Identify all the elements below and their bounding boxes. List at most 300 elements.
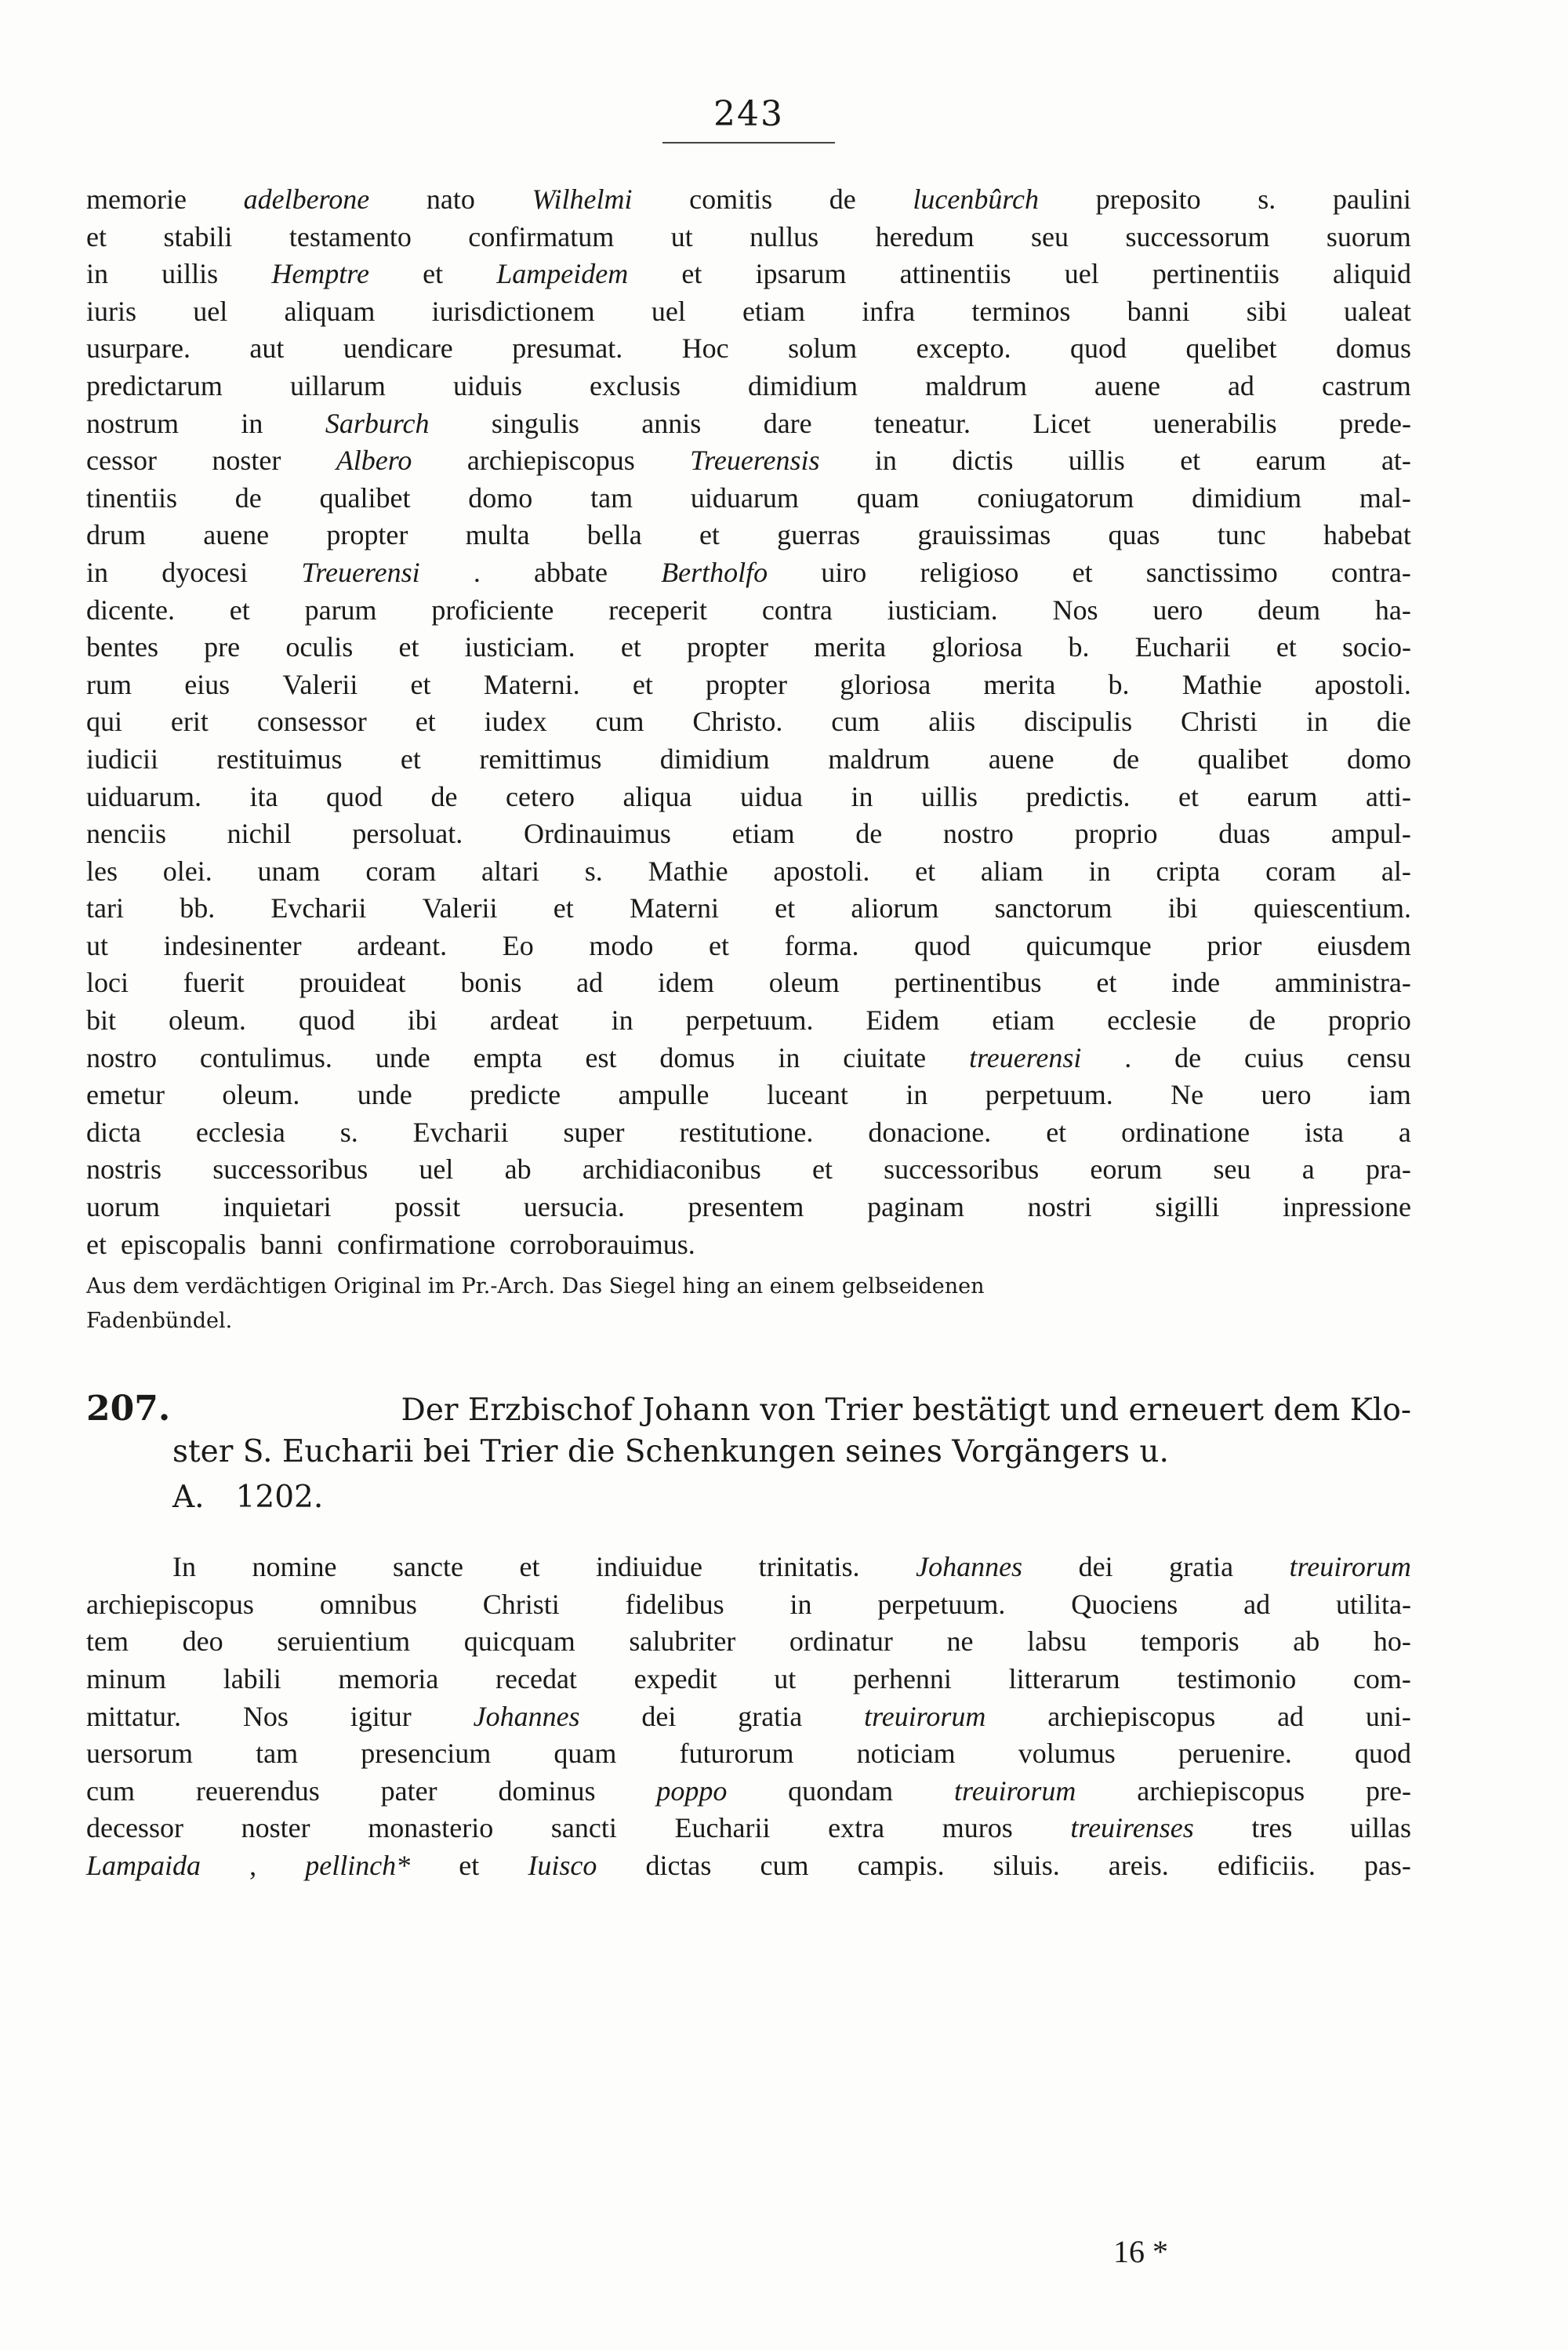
word: ualeat (1344, 295, 1411, 327)
word: ordinatione (1121, 1116, 1250, 1148)
word: in (851, 780, 873, 812)
word: et (519, 1551, 540, 1583)
word: perhenni (852, 1663, 952, 1694)
word: inpressione (1283, 1191, 1411, 1223)
word: dictas (645, 1849, 712, 1881)
source-note (86, 1269, 1411, 1338)
word: uel (419, 1153, 454, 1186)
word: eius (184, 668, 230, 700)
word: Evcharii (270, 892, 367, 924)
word: eiusdem (1316, 929, 1411, 961)
text-line (86, 743, 1411, 780)
word: deum (1258, 594, 1321, 626)
word: quicquam (463, 1625, 575, 1658)
word: aliquam (284, 295, 376, 327)
word: terminos (971, 295, 1071, 327)
word: ab (1293, 1625, 1320, 1658)
word: unde (357, 1079, 412, 1111)
word: cetero (506, 780, 575, 812)
word: attinentiis (899, 258, 1011, 290)
word: pra- (1365, 1153, 1411, 1186)
word: die (1376, 706, 1411, 738)
word: et (410, 668, 431, 700)
word: uillarum (289, 369, 386, 401)
word: quod (298, 1004, 355, 1037)
word: memorie (86, 183, 187, 215)
word: luceant (766, 1079, 848, 1111)
word: archiepiscopus (1137, 1774, 1305, 1807)
italic-word: Sarburch (325, 407, 430, 439)
word: omnibus (319, 1588, 417, 1620)
word: at- (1381, 445, 1411, 477)
text-line (86, 1190, 1411, 1228)
italic-word: treuirorum (954, 1774, 1076, 1807)
word: al- (1381, 855, 1411, 887)
word: b. (1068, 631, 1090, 663)
word: Mathie (1181, 668, 1262, 700)
word: ad (1227, 369, 1254, 401)
word: propter (687, 631, 768, 663)
word: predictarum (86, 369, 223, 401)
text-line (86, 630, 1411, 668)
word: et (1072, 556, 1093, 588)
word: stabili (163, 220, 233, 252)
text-line (86, 1774, 1411, 1812)
word: et (811, 1153, 833, 1186)
word: iuris (86, 295, 137, 327)
word: perpetuum. (985, 1079, 1113, 1111)
word: unam (257, 855, 321, 887)
word: labili (223, 1663, 281, 1694)
word: parum (304, 594, 377, 626)
word: religioso (920, 556, 1019, 588)
word: in (778, 1041, 800, 1073)
word: censu (1346, 1041, 1411, 1073)
word: et (459, 1849, 480, 1881)
word: contulimus. (199, 1041, 332, 1073)
word: uel (651, 295, 686, 327)
text-line (86, 1550, 1411, 1588)
word: quas (1108, 519, 1160, 551)
word: super (563, 1116, 625, 1148)
word: nostris (86, 1153, 162, 1186)
word: forma. (784, 929, 859, 961)
word: uiduarum. (86, 780, 201, 812)
document-number: 207. (86, 1389, 171, 1429)
word: comitis (689, 183, 773, 215)
word: decessor (86, 1812, 183, 1844)
word: et (400, 743, 421, 775)
italic-word: poppo (656, 1774, 728, 1807)
text-line (86, 257, 1411, 295)
word: sanctorum (994, 892, 1112, 924)
word: Materni (629, 892, 719, 924)
word: Mathie (648, 855, 728, 887)
word: et (775, 892, 796, 924)
word: dei (641, 1700, 677, 1732)
text-line (86, 1737, 1411, 1774)
text-line (86, 780, 1411, 818)
word: in (874, 445, 897, 477)
word: annis (641, 407, 702, 439)
word: ab (504, 1153, 532, 1186)
word: dei (1078, 1551, 1113, 1583)
word: cum (595, 706, 644, 738)
text-line (86, 1153, 1411, 1190)
text-line (86, 705, 1411, 743)
word: ibi (1167, 892, 1198, 924)
word: contra- (1330, 556, 1411, 588)
word: persoluat. (352, 818, 463, 850)
word: infra (862, 295, 916, 327)
word: Nos (1052, 594, 1098, 626)
italic-word: Albero (336, 445, 412, 477)
word: quam (856, 481, 920, 514)
word: igitur (350, 1700, 412, 1732)
word: cum (86, 1774, 135, 1807)
word: aut (249, 332, 285, 365)
word: est (585, 1041, 617, 1073)
text-line (86, 1849, 1411, 1887)
word: dare (763, 407, 812, 439)
word: episcopalis (120, 1228, 246, 1260)
word: Hoc (681, 332, 729, 365)
text-line (86, 407, 1411, 445)
word: iusticiam. (464, 631, 575, 663)
word: et (423, 258, 444, 290)
word: s. (584, 855, 603, 887)
word: aliqua (622, 780, 692, 812)
word: testamento (289, 220, 412, 252)
source-note-line: Fadenbündel. (86, 1309, 233, 1334)
word: uni- (1365, 1700, 1411, 1732)
word: tunc (1217, 519, 1266, 551)
word: in (1088, 855, 1111, 887)
word: archiepiscopus (86, 1588, 254, 1620)
word: dyocesi (162, 556, 249, 588)
word: b. (1108, 668, 1130, 700)
word: ut (86, 929, 109, 961)
word: auene (203, 519, 270, 551)
word: edificiis. (1217, 1849, 1316, 1881)
word: quod (1070, 332, 1127, 365)
heading-line: Der Erzbischof Johann von Trier bestätigt und erneuert dem Klo- (401, 1393, 1411, 1429)
word: ad (1243, 1588, 1271, 1620)
word: domo (468, 481, 533, 514)
word: de (1174, 1041, 1202, 1073)
word: Christi (482, 1588, 560, 1620)
word: inde (1171, 967, 1221, 999)
word: gratia (738, 1700, 803, 1732)
word: a (1398, 1116, 1411, 1148)
word: successorum (1125, 220, 1270, 252)
word: cessor (86, 445, 157, 477)
text-line (86, 556, 1411, 594)
word: possit (394, 1191, 461, 1223)
word: uersorum (86, 1738, 193, 1770)
word: successoribus (884, 1153, 1040, 1186)
word: et (553, 892, 574, 924)
word: ciuitate (843, 1041, 927, 1073)
text-line (86, 1004, 1411, 1041)
word: banni (1127, 295, 1190, 327)
word: indiuidue (596, 1551, 703, 1583)
word: bonis (460, 967, 522, 999)
word: Ordinauimus (523, 818, 671, 850)
word: tinentiis (86, 481, 177, 514)
word: Eo (502, 929, 534, 961)
word: dimidium (1192, 481, 1302, 514)
word: iudicii (86, 743, 158, 775)
word: exclusis (589, 369, 681, 401)
word: quod (326, 780, 383, 812)
word: contra (761, 594, 833, 626)
word: solum (788, 332, 858, 365)
word: restituimus (216, 743, 343, 775)
italic-word: treuirenses (1070, 1812, 1194, 1844)
word: com- (1352, 1663, 1411, 1694)
word: merita (814, 631, 887, 663)
word: uendicare (343, 332, 453, 365)
word: ardeat (489, 1004, 559, 1037)
word: expedit (633, 1663, 717, 1694)
word: s. (339, 1116, 358, 1148)
word: et (1178, 780, 1199, 812)
word: iam (1368, 1079, 1411, 1111)
word: et (632, 668, 653, 700)
word: reuerendus (195, 1774, 320, 1807)
text-line (86, 1811, 1411, 1849)
text-line (86, 295, 1411, 332)
word: ecclesie (1107, 1004, 1197, 1037)
word: bb. (180, 892, 216, 924)
word: uenerabilis (1152, 407, 1277, 439)
word: dicente. (86, 594, 175, 626)
word: deo (182, 1625, 223, 1658)
word: de (234, 481, 262, 514)
word: nenciis (86, 818, 166, 850)
word: dimidium (747, 369, 858, 401)
heading-date: 1202. (235, 1480, 324, 1516)
word: de (1249, 1004, 1276, 1037)
word: bentes (86, 631, 158, 663)
word: habebat (1323, 519, 1411, 551)
word: nomine (252, 1551, 337, 1583)
word: seruientium (277, 1625, 411, 1658)
word: areis. (1108, 1849, 1169, 1881)
word: multa (465, 519, 530, 551)
word: salubriter (629, 1625, 736, 1658)
text-line (86, 892, 1411, 929)
text-line (86, 1625, 1411, 1662)
source-note-line: Aus dem verdächtigen Original im Pr.-Arch. Das Siegel hing an einem gelbseidenen (86, 1274, 985, 1299)
word: uel (1064, 258, 1099, 290)
word: olei. (162, 855, 212, 887)
word: maldrum (828, 743, 931, 775)
word: quondam (788, 1774, 894, 1807)
word: iusticiam. (887, 594, 998, 626)
word: corroborauimus. (509, 1228, 695, 1260)
word: ampulle (618, 1079, 710, 1111)
word: aliorum (851, 892, 939, 924)
word: pertinentiis (1152, 258, 1279, 290)
text-line (86, 1228, 1411, 1266)
word: ne (946, 1625, 974, 1658)
word: banni (260, 1228, 323, 1260)
word: discipulis (1024, 706, 1133, 738)
word: preposito (1095, 183, 1201, 215)
word: coniugatorum (977, 481, 1134, 514)
word: uiduis (452, 369, 522, 401)
word: ha- (1374, 594, 1411, 626)
word: etiam (742, 295, 805, 327)
word: singulis (491, 407, 579, 439)
text-line (86, 855, 1411, 892)
word: atti- (1365, 780, 1411, 812)
word: et (915, 855, 936, 887)
word: et (620, 631, 641, 663)
word: nichil (227, 818, 292, 850)
word: et (708, 929, 729, 961)
word: domus (659, 1041, 735, 1073)
word: Christi (1181, 706, 1258, 738)
word: etiam (992, 1004, 1055, 1037)
word: in (86, 556, 109, 588)
italic-word: Treuerensis (690, 445, 820, 477)
word: seu (1213, 1153, 1251, 1186)
word: apostoli. (1314, 668, 1411, 700)
word: nostri (1027, 1191, 1092, 1223)
word: ipsarum (755, 258, 847, 290)
word: propter (326, 519, 408, 551)
word: ita (249, 780, 278, 812)
text-line (86, 369, 1411, 407)
word: pertinentibus (894, 967, 1042, 999)
word: duas (1218, 818, 1271, 850)
word: minum (86, 1663, 167, 1694)
word: confirmatione (336, 1228, 495, 1260)
word: litterarum (1008, 1663, 1120, 1694)
word: quicumque (1025, 929, 1152, 961)
italic-word: Lampaida (86, 1849, 201, 1881)
document-heading (86, 1389, 1411, 1525)
word: Valerii (282, 668, 358, 700)
word: heredum (875, 220, 975, 252)
word: Eucharii (1134, 631, 1231, 663)
word: tres (1251, 1812, 1293, 1844)
word: Ne (1171, 1079, 1204, 1111)
charter-text-206 (86, 183, 1411, 1265)
word: Nos (242, 1700, 289, 1732)
italic-word: adelberone (243, 183, 370, 215)
word: Eucharii (674, 1812, 771, 1844)
word: oleum. (222, 1079, 300, 1111)
word: noster (212, 445, 281, 477)
word: etiam (731, 818, 795, 850)
word: memoria (338, 1663, 439, 1694)
text-line (86, 444, 1411, 481)
word: abbate (534, 556, 608, 588)
word: monasterio (368, 1812, 494, 1844)
word: cuius (1244, 1041, 1305, 1073)
word: et (229, 594, 250, 626)
heading-line: ster S. Eucharii bei Trier die Schenkungen seines Vorgängers u. (172, 1434, 1169, 1470)
word: remittimus (479, 743, 602, 775)
word: auene (988, 743, 1054, 775)
word: suorum (1326, 220, 1411, 252)
word: bit (86, 1004, 117, 1037)
word: Quociens (1071, 1588, 1178, 1620)
italic-word: Lampeidem (496, 258, 629, 290)
word: propter (706, 668, 787, 700)
word: volumus (1018, 1738, 1116, 1770)
text-line (86, 518, 1411, 556)
text-line (86, 1041, 1411, 1079)
word: et (398, 631, 419, 663)
word: campis. (857, 1849, 945, 1881)
word: qualibet (1197, 743, 1289, 775)
word: . (473, 556, 481, 588)
word: In (172, 1551, 196, 1583)
word: prior (1207, 929, 1262, 961)
word: uiro (821, 556, 867, 588)
word: inquietari (223, 1191, 332, 1223)
word: pas- (1363, 1849, 1411, 1881)
word: Materni. (483, 668, 580, 700)
word: et (681, 258, 702, 290)
word: Evcharii (412, 1116, 509, 1148)
word: in (241, 407, 263, 439)
page-number: 243 (662, 94, 835, 143)
text-line (86, 594, 1411, 631)
word: earum (1247, 780, 1318, 812)
word: in (1305, 706, 1328, 738)
word: in (789, 1588, 812, 1620)
word: apostoli. (773, 855, 870, 887)
word: iudex (484, 706, 547, 738)
word: eorum (1090, 1153, 1163, 1186)
word: predictis. (1025, 780, 1131, 812)
word: archidiaconibus (582, 1153, 761, 1186)
word: oculis (285, 631, 354, 663)
word: empta (473, 1041, 543, 1073)
word: pater (380, 1774, 437, 1807)
word: oleum (768, 967, 840, 999)
word: coram (1265, 855, 1337, 887)
signature-mark: 16 * (1113, 2234, 1168, 2269)
word: et (1046, 1116, 1067, 1148)
word: merita (983, 668, 1056, 700)
text-line (86, 1662, 1411, 1700)
word: noster (241, 1812, 310, 1844)
italic-word: Johannes (473, 1700, 580, 1732)
word: cum (760, 1849, 809, 1881)
word: uel (193, 295, 228, 327)
word: successoribus (212, 1153, 368, 1186)
word: muros (942, 1812, 1013, 1844)
word: uero (1152, 594, 1203, 626)
word: s. (1258, 183, 1276, 215)
word: fuerit (183, 967, 245, 999)
word: proprio (1074, 818, 1158, 850)
word: et (1276, 631, 1297, 663)
word: quelibet (1185, 332, 1277, 365)
word: bella (586, 519, 642, 551)
word: ho- (1373, 1625, 1411, 1658)
word: fidelibus (625, 1588, 724, 1620)
word: tam (590, 481, 633, 514)
word: auene (1094, 369, 1160, 401)
